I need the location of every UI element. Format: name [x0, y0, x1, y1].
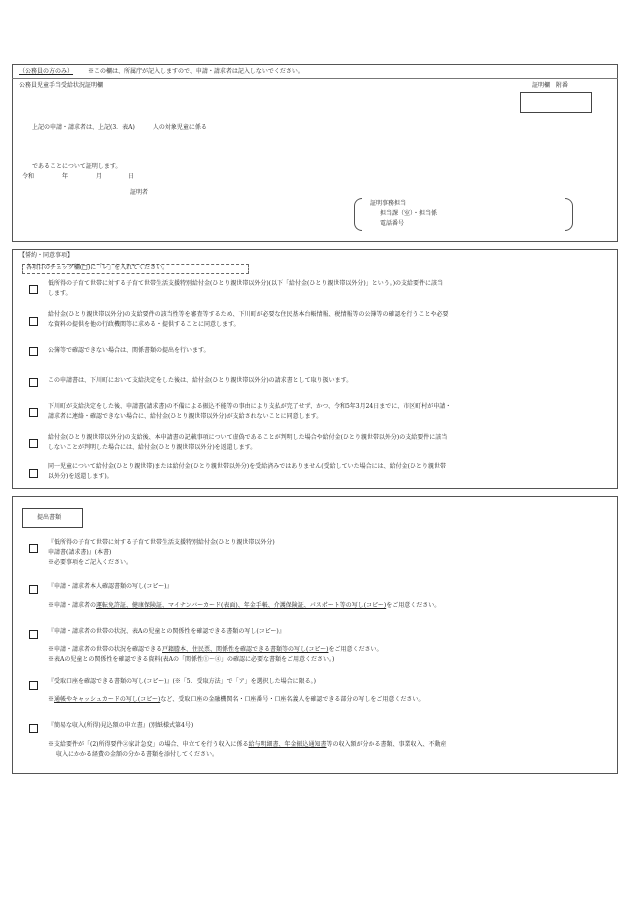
cert-line2: であることについて証明します。: [32, 163, 122, 170]
official-certification-section: [12, 64, 618, 242]
pledge-checkbox-5[interactable]: [29, 408, 38, 417]
doc5-note1-underlined: 給与明細書、年金振込通知書: [248, 741, 327, 748]
date-month: 月: [96, 173, 103, 180]
pledge-text-7a: 同一児童について給付金(ひとり親世帯)または給付金(ひとり親世帯以外分)を受給済みではありません(受給していた場合には、給付金(ひとり親世帯: [48, 463, 446, 470]
pledge-text-2b: な資料の提供を他の行政機関等に求める・提供することに同意します。: [48, 321, 240, 328]
doc5-note1-post: 等の収入額が分かる書類、事業収入、不動産: [326, 741, 447, 748]
pledge-checkbox-3[interactable]: [29, 347, 38, 356]
doc2-note-pre: ※申請・請求者の: [48, 602, 97, 609]
date-day: 日: [128, 173, 135, 180]
pledge-checkbox-7[interactable]: [29, 469, 38, 478]
doc5-line1: 『簡易な収入(所得)見込額の申立書』(別紙様式第4号): [48, 722, 194, 729]
pledge-checkbox-1[interactable]: [29, 285, 38, 294]
pledge-text-6a: 給付金(ひとり親世帯以外分)の支給後、本申請書の記載事項について虚偽であることが判明した場合や給付金(ひとり親世帯以外分)の支給要件に該当: [48, 434, 448, 441]
pledge-text-1a: 低所得の子育て世帯に対する子育て世帯生活支援特別給付金(ひとり親世帯以外分)(以下「給付金(ひとり親世帯以外分)」という。)の支給要件に該当: [48, 280, 444, 287]
doc4-line1: 『受取口座を確認できる書類の写し(コピー)』(※「5．受取方法」で「ア」を選択した場合に限る。): [48, 678, 316, 685]
section1-title: 公務員児童手当受給状況証明欄: [19, 82, 104, 89]
doc5-note1-pre: ※支給要件が「(2)所得要件②家計急変」の場合、申立てを行う収入に係る: [48, 741, 249, 748]
doc-checkbox-3[interactable]: [29, 630, 38, 639]
doc-checkbox-2[interactable]: [29, 585, 38, 594]
cert-number-field[interactable]: [520, 92, 592, 113]
doc-checkbox-5[interactable]: [29, 724, 38, 733]
pledge-text-5a: 下川町が支給決定をした後、申請書(請求書)の不備による振込不能等の事由により支払が完了せず、かつ、令和5年3月24日までに、市区町村が申請・: [48, 403, 452, 410]
pledge-text-6b: しないことが判明した場合には、給付金(ひとり親世帯以外分)を返還します。: [48, 444, 257, 451]
doc4-note-pre: ※: [48, 696, 55, 703]
date-year: 年: [62, 173, 69, 180]
doc5-note2: 収入にかかる経費の金額の分かる書類を添付してください。: [56, 751, 219, 758]
pledge-text-7b: 以外分)を返還します)。: [48, 473, 113, 480]
date-era: 令和: [22, 173, 35, 180]
pledge-text-1b: します。: [48, 290, 72, 297]
pledge-text-4a: この申請書は、下川町において支給決定をした後は、給付金(ひとり親世帯以外分)の請求書として取り扱います。: [48, 377, 353, 384]
doc-checkbox-4[interactable]: [29, 681, 38, 690]
pledge-text-3a: 公簿等で確認できない場合は、関係書類の提出を行います。: [48, 347, 210, 354]
doc4-note-post: など、受取口座の金融機関名・口座番号・口座名義人を確認できる部分の写しをご用意ください。: [160, 696, 425, 703]
section1-header-divider: [12, 78, 618, 79]
doc5-note1: [48, 741, 447, 749]
doc3-note1: [48, 646, 382, 654]
doc1-line2: 申請書(請求書)』(本書): [48, 549, 112, 556]
doc4-note-underlined: 通帳やキャッシュカードの写し(コピー): [54, 696, 161, 703]
cert-number-label: 証明欄 附番: [532, 82, 569, 89]
doc3-note1-underlined: 戸籍謄本、住民票、関係性を確認できる書類等の写し(コピー): [162, 646, 329, 653]
contact-bracket-right: [565, 198, 573, 231]
doc1-line1: 『低所得の子育て世帯に対する子育て世帯生活支援特別給付金(ひとり親世帯以外分): [48, 539, 275, 546]
civil-servant-only-tag: （公務員の方のみ）: [19, 68, 74, 75]
doc2-note: [48, 602, 440, 610]
checkbox-instruction: 各項目のチェック欄(□)に「レ」を入れてください。: [26, 264, 169, 271]
certifier-label: 証明者: [130, 189, 149, 196]
doc1-note: ※必要事項をご記入ください。: [48, 559, 133, 566]
contact-line1: 証明事務担当: [370, 200, 407, 207]
contact-bracket-left: [354, 198, 362, 231]
doc2-note-underlined: 運転免許証、健康保険証、マイナンバーカード(表面)、年金手帳、介護保険証、パスポート等の写し(コピー): [96, 602, 387, 609]
pledge-text-5b: 請求者に連絡・確認できない場合に、給付金(ひとり親世帯以外分)が支給されないことに同意します。: [48, 413, 323, 420]
doc3-note2: ※表Aの児童との関係性を確認できる資料(表Aの「関係性①～④」の確認に必要な書類をご用意ください。): [48, 656, 335, 663]
pledge-text-2a: 給付金(ひとり親世帯以外分)の支給要件の該当性等を審査等するため、下川町が必要な住民基本台帳情報、税情報等の公簿等の確認を行うことや必要: [48, 311, 449, 318]
doc2-line1: 『申請・請求者本人確認書類の写し(コピー)』: [48, 583, 173, 590]
pledge-title: 【誓約・同意事項】: [19, 252, 74, 259]
pledge-checkbox-4[interactable]: [29, 378, 38, 387]
cert-line1: 上記の申請・請求者は、上記(3．表A) 人の対象児童に係る: [32, 124, 207, 131]
doc-checkbox-1[interactable]: [29, 544, 38, 553]
section1-note: ※この欄は、所属庁が記入しますので、申請・請求者は記入しないでください。: [88, 68, 304, 75]
contact-line3: 電話番号: [380, 220, 405, 227]
doc3-line1: 『申請・請求者の世帯の状況、表Aの児童との関係性を確認できる書類の写し(コピー)』: [48, 628, 285, 635]
doc3-note1-post: をご用意ください。: [328, 646, 383, 653]
doc4-note: [48, 696, 424, 704]
doc2-note-post: をご用意ください。: [386, 602, 441, 609]
doc3-note1-pre: ※申請・請求者の世帯の状況を確認できる: [48, 646, 163, 653]
pledge-checkbox-2[interactable]: [29, 317, 38, 326]
pledge-checkbox-6[interactable]: [29, 439, 38, 448]
documents-title: 提出書類: [37, 514, 62, 521]
contact-line2: 担当課（室）・担当係: [380, 210, 438, 217]
